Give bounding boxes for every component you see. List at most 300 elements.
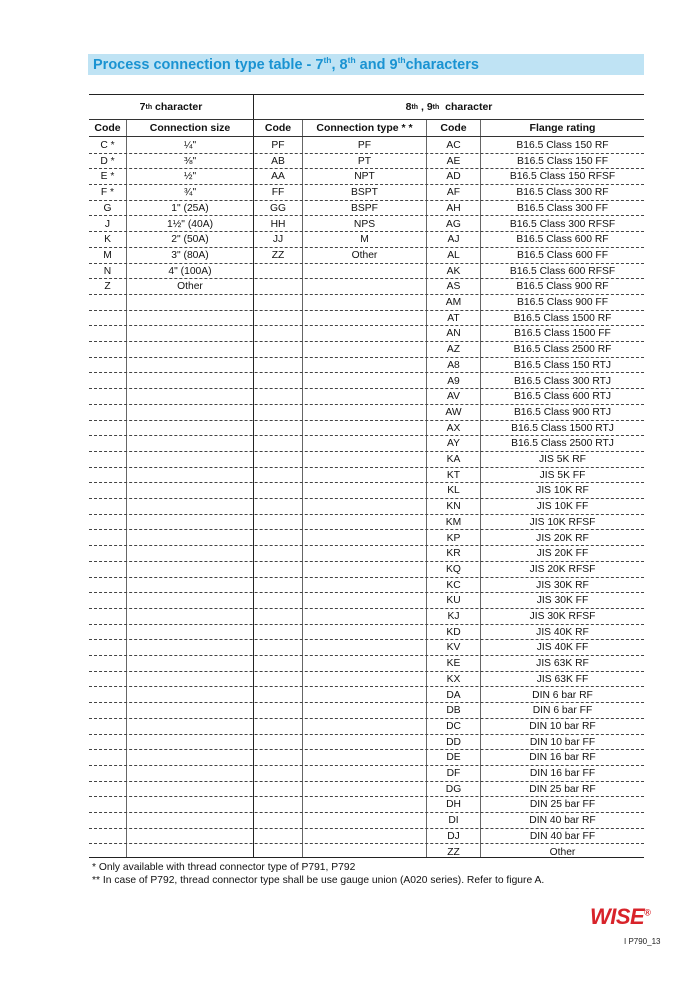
footnotes <box>92 861 544 887</box>
connection-type-cell <box>303 562 426 577</box>
type-code-cell: FF <box>271 187 285 199</box>
flange-code-cell: AF <box>446 187 461 199</box>
flange-rating-cell: DIN 25 bar RF <box>529 783 596 795</box>
size-code-cell: F * <box>100 187 115 199</box>
size-code-cell <box>89 593 126 608</box>
flange-rating-cell: JIS 63K RF <box>536 658 589 670</box>
connection-type-cell <box>303 578 426 593</box>
type-code-cell <box>254 405 302 420</box>
flange-code-cell: KT <box>446 469 461 481</box>
connection-type-cell <box>303 813 426 828</box>
flange-code-cell: ZZ <box>447 846 460 858</box>
connection-type-cell <box>303 483 426 498</box>
connection-size-cell: 4" (100A) <box>168 265 212 277</box>
flange-rating-cell: B16.5 Class 300 RFSF <box>509 218 616 230</box>
table-row <box>89 389 644 405</box>
size-code-cell <box>89 735 126 750</box>
flange-code-cell: AK <box>446 265 461 277</box>
type-code-cell <box>254 562 302 577</box>
connection-size-cell <box>127 593 253 608</box>
connection-type-cell: NPS <box>353 218 376 230</box>
type-code-cell: GG <box>269 202 287 214</box>
connection-type-cell: PF <box>357 140 372 151</box>
table-row <box>89 688 644 704</box>
connection-type-cell <box>303 703 426 718</box>
flange-rating-cell: JIS 5K RF <box>539 454 586 465</box>
size-code-cell <box>89 640 126 655</box>
connection-size-cell <box>127 515 253 530</box>
connection-size-cell <box>127 688 253 703</box>
flange-code-cell: AD <box>446 171 461 183</box>
table-row <box>89 672 644 688</box>
flange-code-cell: DJ <box>447 830 460 842</box>
connection-type-table <box>89 94 644 858</box>
flange-rating-cell: B16.5 Class 1500 RF <box>513 312 612 324</box>
flange-rating-cell: DIN 10 bar FF <box>529 736 596 748</box>
size-code-cell <box>89 342 126 357</box>
flange-rating-cell: DIN 40 bar FF <box>529 830 596 842</box>
size-code-cell <box>89 609 126 624</box>
type-code-cell <box>254 688 302 703</box>
flange-code-cell: KP <box>446 532 461 544</box>
title-bar <box>88 54 644 75</box>
connection-size-cell <box>127 468 253 483</box>
connection-size-cell <box>127 436 253 451</box>
size-code-cell <box>89 358 126 373</box>
size-code-cell: M <box>103 249 112 261</box>
table-row <box>89 264 644 280</box>
flange-code-cell: A9 <box>447 375 460 387</box>
connection-size-cell <box>127 703 253 718</box>
connection-size-cell <box>127 735 253 750</box>
connection-size-cell <box>127 389 253 404</box>
flange-rating-cell: JIS 20K RF <box>536 532 589 544</box>
flange-rating-cell: B16.5 Class 600 FF <box>517 249 608 261</box>
connection-size-cell <box>127 295 253 310</box>
size-code-cell: C * <box>100 140 115 151</box>
page-title: Process connection type table - 7th, 8th and 9thcharacters <box>93 55 479 73</box>
type-code-cell <box>254 703 302 718</box>
connection-type-cell <box>303 719 426 734</box>
table-row <box>89 562 644 578</box>
flange-rating-cell: B16.5 Class 2500 RTJ <box>511 438 614 450</box>
flange-rating-cell: JIS 20K RFSF <box>529 563 596 575</box>
flange-code-cell: AE <box>446 155 461 167</box>
size-code-cell <box>89 672 126 687</box>
flange-rating-cell: JIS 20K FF <box>536 548 589 560</box>
table-row <box>89 201 644 217</box>
type-code-cell <box>254 735 302 750</box>
connection-type-cell <box>303 640 426 655</box>
connection-type-cell <box>303 342 426 357</box>
connection-type-cell <box>303 499 426 514</box>
type-code-cell <box>254 389 302 404</box>
connection-size-cell: 1½" (40A) <box>166 218 213 230</box>
size-code-cell <box>89 546 126 561</box>
type-code-cell <box>254 750 302 765</box>
type-code-cell <box>254 452 302 467</box>
connection-type-cell <box>303 625 426 640</box>
flange-code-cell: KD <box>446 626 461 638</box>
flange-code-cell: KJ <box>447 611 460 622</box>
connection-type-cell <box>303 295 426 310</box>
connection-type-cell <box>303 845 426 860</box>
type-code-cell: JJ <box>272 234 284 246</box>
connection-type-cell <box>303 688 426 703</box>
header-code: Code <box>94 121 121 134</box>
type-code-cell: HH <box>270 218 286 230</box>
flange-rating-cell: Other <box>549 846 576 858</box>
connection-type-cell <box>303 531 426 546</box>
flange-code-cell: KN <box>446 501 461 513</box>
type-code-cell <box>254 421 302 436</box>
connection-type-cell <box>303 374 426 389</box>
header-bottom-rule <box>89 136 644 137</box>
size-code-cell <box>89 656 126 671</box>
flange-rating-cell: JIS 10K FF <box>536 501 589 513</box>
connection-size-cell <box>127 672 253 687</box>
type-code-cell <box>254 593 302 608</box>
flange-rating-cell: B16.5 Class 150 FF <box>517 155 608 167</box>
size-code-cell: N <box>103 265 112 277</box>
connection-size-cell <box>127 342 253 357</box>
connection-size-cell <box>127 656 253 671</box>
flange-rating-cell: B16.5 Class 150 RF <box>516 140 609 151</box>
size-code-cell <box>89 625 126 640</box>
flange-code-cell: AS <box>446 281 461 293</box>
flange-code-cell: AJ <box>447 234 460 246</box>
type-code-cell <box>254 719 302 734</box>
size-code-cell <box>89 719 126 734</box>
connection-size-cell <box>127 546 253 561</box>
flange-rating-cell: JIS 10K RF <box>536 485 589 497</box>
table-row <box>89 374 644 390</box>
table-row <box>89 248 644 264</box>
table-row <box>89 169 644 185</box>
table-row <box>89 279 644 295</box>
flange-rating-cell: B16.5 Class 600 RTJ <box>513 391 612 403</box>
type-code-cell <box>254 625 302 640</box>
type-code-cell <box>254 342 302 357</box>
connection-type-cell <box>303 436 426 451</box>
connection-size-cell <box>127 562 253 577</box>
size-code-cell <box>89 452 126 467</box>
flange-rating-cell: B16.5 Class 1500 FF <box>514 328 611 340</box>
table-row <box>89 813 644 829</box>
table-row <box>89 766 644 782</box>
flange-code-cell: AG <box>446 218 461 230</box>
connection-type-cell <box>303 782 426 797</box>
type-code-cell <box>254 546 302 561</box>
type-code-cell <box>254 578 302 593</box>
flange-rating-cell: B16.5 Class 900 FF <box>517 297 608 308</box>
size-code-cell: E * <box>100 171 115 183</box>
connection-size-cell <box>127 625 253 640</box>
table-row <box>89 531 644 547</box>
connection-type-cell <box>303 766 426 781</box>
connection-size-cell: 2" (50A) <box>171 234 209 246</box>
connection-type-cell <box>303 656 426 671</box>
table-row <box>89 483 644 499</box>
flange-code-cell: KL <box>447 485 460 497</box>
header-flange-rating: Flange rating <box>529 121 596 134</box>
size-code-cell <box>89 782 126 797</box>
connection-type-cell <box>303 468 426 483</box>
size-code-cell <box>89 766 126 781</box>
table-row <box>89 138 644 154</box>
type-code-cell <box>254 468 302 483</box>
type-code-cell <box>254 672 302 687</box>
flange-rating-cell: JIS 40K RF <box>536 626 589 638</box>
connection-size-cell <box>127 311 253 326</box>
flange-code-cell: AL <box>447 249 460 261</box>
size-code-cell: G <box>103 202 112 214</box>
size-code-cell <box>89 845 126 860</box>
flange-rating-cell: DIN 40 bar RF <box>529 815 596 827</box>
header-connection-type: Connection type * * <box>316 121 413 134</box>
flange-rating-cell: JIS 30K RF <box>536 579 589 591</box>
type-code-cell: PF <box>271 140 285 151</box>
connection-size-cell: 3" (80A) <box>171 249 209 261</box>
size-code-cell: J <box>104 218 111 230</box>
flange-code-cell: AH <box>446 202 461 214</box>
connection-size-cell: Other <box>177 281 203 293</box>
connection-size-cell: 1" (25A) <box>171 202 209 214</box>
table-row <box>89 295 644 311</box>
flange-code-cell: AX <box>446 422 461 434</box>
connection-type-cell: Other <box>351 249 378 261</box>
connection-type-cell <box>303 405 426 420</box>
size-code-cell <box>89 499 126 514</box>
table-row <box>89 232 644 248</box>
type-code-cell <box>254 656 302 671</box>
connection-size-cell <box>127 609 253 624</box>
size-code-cell <box>89 295 126 310</box>
connection-size-cell: ½" <box>183 171 197 183</box>
flange-code-cell: DG <box>445 783 462 795</box>
connection-type-cell <box>303 546 426 561</box>
flange-rating-cell: DIN 25 bar FF <box>529 799 596 811</box>
table-row <box>89 342 644 358</box>
flange-code-cell: KV <box>446 642 461 654</box>
table-row <box>89 358 644 374</box>
flange-rating-cell: B16.5 Class 300 FF <box>517 202 608 214</box>
type-code-cell <box>254 311 302 326</box>
table-row <box>89 468 644 484</box>
connection-size-cell <box>127 452 253 467</box>
size-code-cell <box>89 389 126 404</box>
type-code-cell: AA <box>271 171 285 183</box>
flange-rating-cell: B16.5 Class 300 RF <box>516 187 609 199</box>
connection-size-cell <box>127 750 253 765</box>
type-code-cell <box>254 483 302 498</box>
type-code-cell <box>254 845 302 860</box>
table-row <box>89 609 644 625</box>
size-code-cell <box>89 578 126 593</box>
connection-size-cell: ⅜" <box>183 155 197 167</box>
flange-rating-cell: JIS 63K FF <box>536 673 589 685</box>
size-code-cell <box>89 311 126 326</box>
connection-size-cell <box>127 578 253 593</box>
connection-type-cell <box>303 279 426 294</box>
connection-type-cell <box>303 515 426 530</box>
table-row <box>89 797 644 813</box>
size-code-cell <box>89 515 126 530</box>
type-code-cell <box>254 326 302 341</box>
connection-type-cell <box>303 750 426 765</box>
flange-rating-cell: B16.5 Class 150 RTJ <box>513 359 612 371</box>
connection-size-cell <box>127 421 253 436</box>
connection-type-cell <box>303 829 426 844</box>
connection-type-cell <box>303 311 426 326</box>
type-code-cell <box>254 374 302 389</box>
size-code-cell <box>89 374 126 389</box>
group-header-7th: 7 th character <box>139 101 203 113</box>
table-row <box>89 735 644 751</box>
header-code: Code <box>264 121 292 134</box>
flange-rating-cell: B16.5 Class 2500 RF <box>513 344 612 356</box>
flange-code-cell: DD <box>446 736 461 748</box>
type-code-cell <box>254 436 302 451</box>
connection-size-cell: ¼" <box>183 140 197 151</box>
size-code-cell <box>89 750 126 765</box>
flange-code-cell: DI <box>448 815 459 827</box>
flange-rating-cell: B16.5 Class 150 RFSF <box>509 171 616 183</box>
connection-type-cell <box>303 593 426 608</box>
type-code-cell <box>254 499 302 514</box>
connection-size-cell <box>127 845 253 860</box>
size-code-cell <box>89 797 126 812</box>
connection-size-cell <box>127 483 253 498</box>
table-row <box>89 405 644 421</box>
flange-rating-cell: DIN 16 bar FF <box>529 768 596 779</box>
footnote: ** In case of P792, thread connector type shall be use gauge union (A020 series). Refer to figure A. <box>92 875 545 886</box>
type-code-cell <box>254 264 302 279</box>
size-code-cell <box>89 813 126 828</box>
connection-type-cell <box>303 358 426 373</box>
flange-code-cell: KC <box>446 579 461 591</box>
connection-type-cell <box>303 797 426 812</box>
page-number: I P790_13 <box>624 937 661 946</box>
flange-code-cell: DF <box>446 768 461 779</box>
table-row <box>89 452 644 468</box>
flange-code-cell: KQ <box>446 563 461 575</box>
size-code-cell <box>89 703 126 718</box>
table-row <box>89 719 644 735</box>
table-row <box>89 578 644 594</box>
type-code-cell <box>254 766 302 781</box>
connection-size-cell <box>127 531 253 546</box>
flange-code-cell: A8 <box>447 359 460 371</box>
table-row <box>89 185 644 201</box>
table-row <box>89 703 644 719</box>
flange-code-cell: KM <box>445 516 462 528</box>
flange-code-cell: AZ <box>446 344 461 356</box>
table-row <box>89 750 644 766</box>
flange-rating-cell: DIN 6 bar FF <box>532 705 593 717</box>
table-row <box>89 154 644 170</box>
flange-code-cell: AN <box>446 328 461 340</box>
table-row <box>89 421 644 437</box>
connection-type-cell <box>303 326 426 341</box>
type-code-cell <box>254 515 302 530</box>
flange-code-cell: KU <box>446 595 461 607</box>
flange-rating-cell: B16.5 Class 600 RFSF <box>509 265 616 277</box>
table-row <box>89 436 644 452</box>
type-code-cell: ZZ <box>271 249 285 261</box>
table-row <box>89 311 644 327</box>
size-code-cell <box>89 468 126 483</box>
size-code-cell <box>89 531 126 546</box>
connection-size-cell <box>127 719 253 734</box>
connection-size-cell <box>127 813 253 828</box>
size-code-cell <box>89 483 126 498</box>
flange-code-cell: KA <box>446 454 461 465</box>
connection-size-cell <box>127 358 253 373</box>
size-code-cell <box>89 562 126 577</box>
type-code-cell <box>254 295 302 310</box>
flange-rating-cell: DIN 6 bar RF <box>532 689 593 701</box>
size-code-cell <box>89 421 126 436</box>
type-code-cell <box>254 531 302 546</box>
table-row <box>89 499 644 515</box>
table-row <box>89 640 644 656</box>
table-row <box>89 829 644 845</box>
flange-code-cell: KE <box>446 658 461 670</box>
flange-code-cell: AW <box>445 406 462 418</box>
flange-rating-cell: JIS 40K FF <box>536 642 589 654</box>
connection-type-cell <box>303 389 426 404</box>
table-row <box>89 326 644 342</box>
size-code-cell: Z <box>104 281 111 293</box>
type-code-cell <box>254 358 302 373</box>
type-code-cell <box>254 782 302 797</box>
connection-size-cell <box>127 374 253 389</box>
connection-size-cell <box>127 640 253 655</box>
connection-size-cell <box>127 326 253 341</box>
connection-type-cell: BSPF <box>351 202 378 214</box>
type-code-cell: AB <box>271 155 285 167</box>
connection-size-cell <box>127 797 253 812</box>
flange-rating-cell: B16.5 Class 300 RTJ <box>513 375 612 387</box>
table-row <box>89 656 644 672</box>
flange-code-cell: DE <box>446 752 461 764</box>
connection-type-cell <box>303 452 426 467</box>
flange-rating-cell: B16.5 Class 900 RF <box>516 281 609 293</box>
connection-type-cell <box>303 609 426 624</box>
type-code-cell <box>254 797 302 812</box>
connection-size-cell <box>127 782 253 797</box>
flange-rating-cell: JIS 5K FF <box>539 469 586 481</box>
size-code-cell <box>89 829 126 844</box>
flange-code-cell: AY <box>447 438 460 450</box>
type-code-cell <box>254 829 302 844</box>
flange-rating-cell: DIN 16 bar RF <box>529 752 596 764</box>
header-code: Code <box>440 121 467 134</box>
connection-size-cell <box>127 766 253 781</box>
footnote: * Only available with thread connector type of P791, P792 <box>92 862 356 873</box>
table-row <box>89 593 644 609</box>
flange-code-cell: AT <box>447 312 460 324</box>
connection-type-cell: BSPT <box>351 187 378 199</box>
flange-code-cell: AV <box>447 391 460 403</box>
flange-code-cell: AC <box>446 140 461 151</box>
table-row <box>89 515 644 531</box>
flange-code-cell: KX <box>446 673 461 685</box>
connection-type-cell: NPT <box>354 171 375 183</box>
size-code-cell <box>89 405 126 420</box>
type-code-cell <box>254 640 302 655</box>
